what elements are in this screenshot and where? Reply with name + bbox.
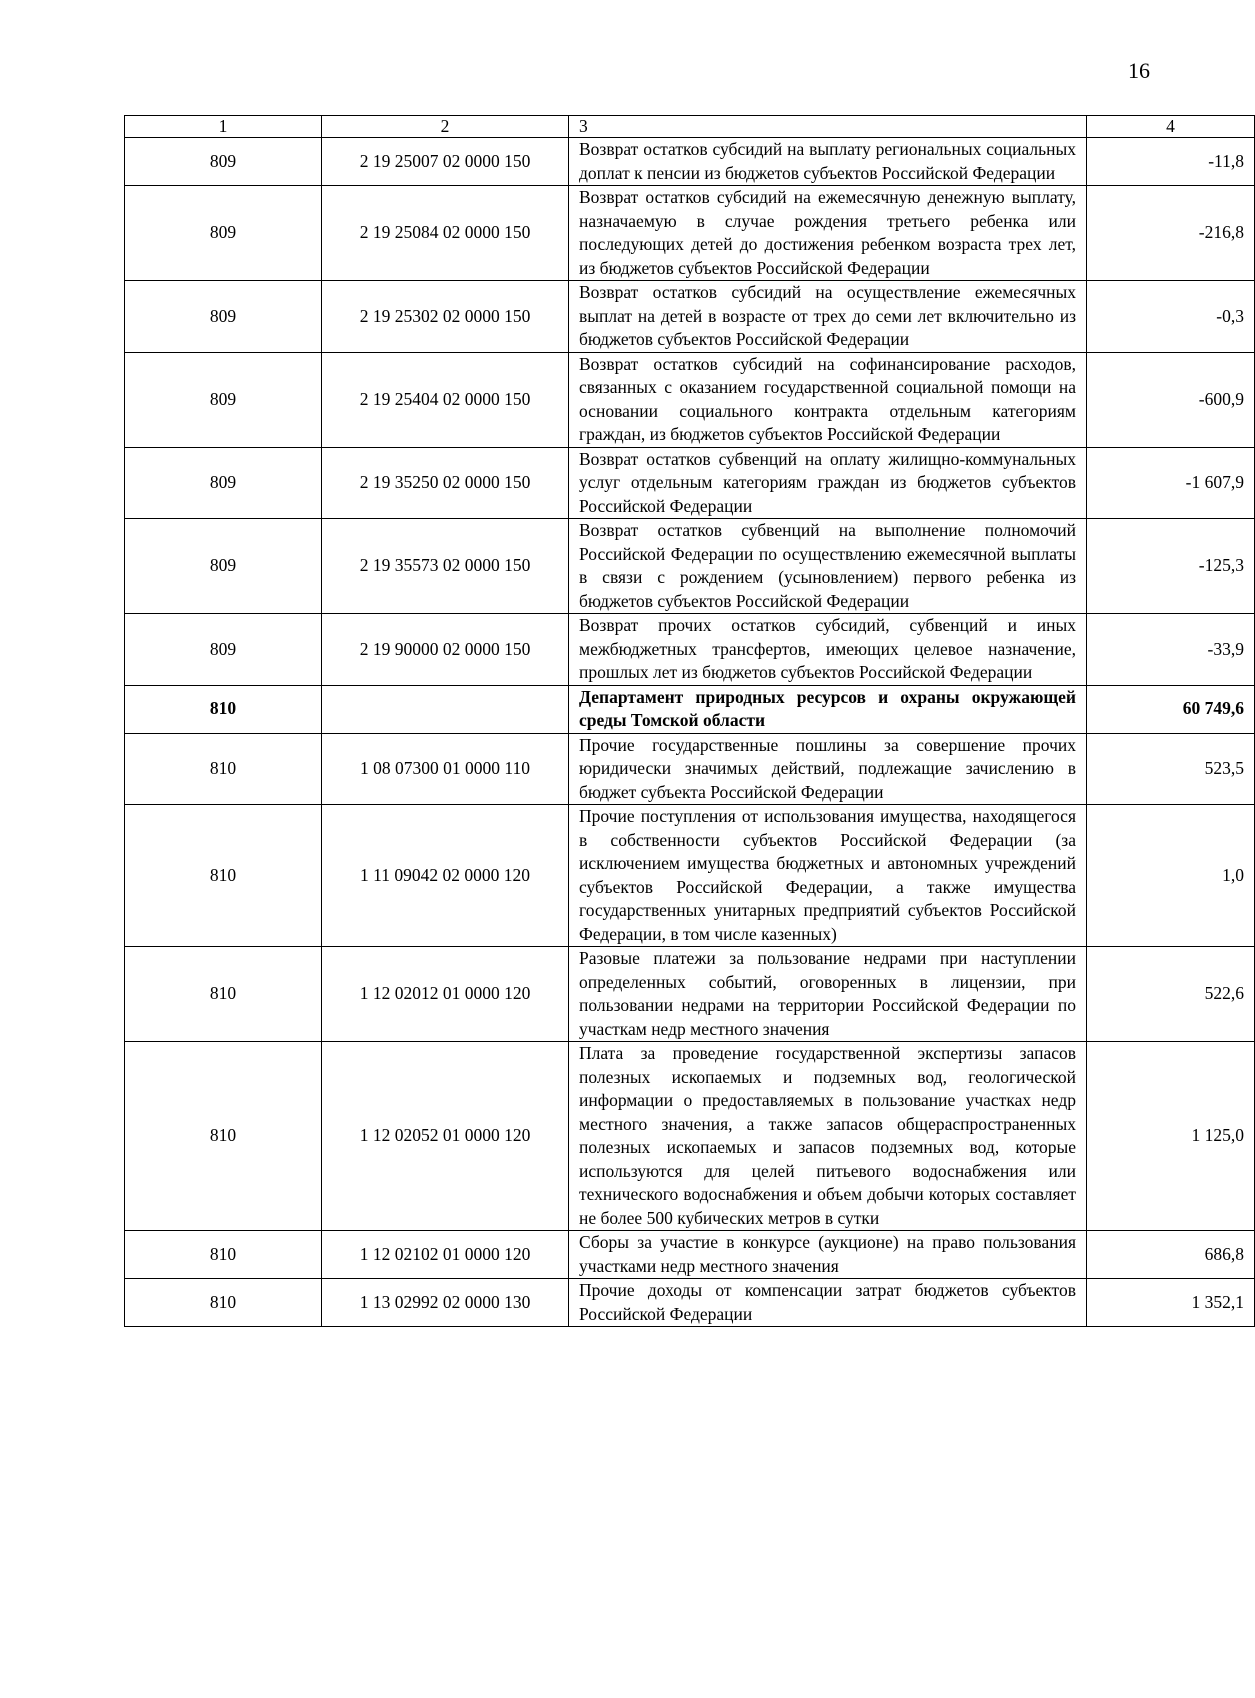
- admin-code-cell: 810: [125, 947, 322, 1042]
- revenue-name-cell: Разовые платежи за пользование недрами при наступлении определенных событий, оговоренных в лицензии, при пользовании недрами на территории Российской Федерации по участкам недр местного значения: [569, 947, 1087, 1042]
- amount-cell: 1 352,1: [1087, 1279, 1255, 1327]
- admin-code-cell: 809: [125, 614, 322, 686]
- revenue-name-cell: Возврат остатков субсидий на выплату региональных социальных доплат к пенсии из бюджетов субъектов Российской Федерации: [569, 138, 1087, 186]
- revenue-name-cell: Возврат остатков субвенций на оплату жилищно-коммунальных услуг отдельным категориям граждан из бюджетов субъектов Российской Федерации: [569, 447, 1087, 519]
- revenue-code-cell: 1 12 02012 01 0000 120: [322, 947, 569, 1042]
- admin-code-cell: 810: [125, 733, 322, 805]
- revenue-name-cell: Прочие государственные пошлины за совершение прочих юридически значимых действий, подлежащие зачислению в бюджет субъекта Российской Федерации: [569, 733, 1087, 805]
- amount-cell: 522,6: [1087, 947, 1255, 1042]
- admin-code-cell: 810: [125, 685, 322, 733]
- admin-code-cell: 809: [125, 186, 322, 281]
- revenue-name-cell: Департамент природных ресурсов и охраны окружающей среды Томской области: [569, 685, 1087, 733]
- revenue-code-cell: [322, 685, 569, 733]
- table-row: [125, 138, 1255, 186]
- admin-code-cell: 809: [125, 352, 322, 447]
- amount-cell: -0,3: [1087, 281, 1255, 353]
- revenue-code-cell: 1 12 02102 01 0000 120: [322, 1231, 569, 1279]
- revenue-code-cell: 2 19 35573 02 0000 150: [322, 519, 569, 614]
- revenue-code-cell: 2 19 25007 02 0000 150: [322, 138, 569, 186]
- revenue-code-cell: 2 19 25084 02 0000 150: [322, 186, 569, 281]
- budget-revenue-table: [124, 115, 1255, 1327]
- amount-cell: -216,8: [1087, 186, 1255, 281]
- revenue-name-cell: Прочие поступления от использования имущества, находящегося в собственности субъектов Российской Федерации (за исключением имущества бюджетных и автономных учреждений субъектов Российской Федерации, а также имущества государственных унитарных предприятий субъектов Российской Федерации, в том числе казенных): [569, 805, 1087, 947]
- revenue-name-cell: Плата за проведение государственной экспертизы запасов полезных ископаемых и подземных вод, геологической информации о предоставляемых в пользование участках недр местного значения, а также запасов общераспространенных полезных ископаемых и запасов подземных вод, которые используются для целей питьевого водоснабжения или технического водоснабжения и объем добычи которых составляет не более 500 кубических метров в сутки: [569, 1042, 1087, 1231]
- amount-cell: 60 749,6: [1087, 685, 1255, 733]
- table-row: [125, 281, 1255, 353]
- admin-code-cell: 810: [125, 1042, 322, 1231]
- admin-code-cell: 810: [125, 805, 322, 947]
- page-number: 16: [1128, 58, 1150, 83]
- table-row: [125, 733, 1255, 805]
- admin-code-cell: 809: [125, 138, 322, 186]
- revenue-code-cell: 1 12 02052 01 0000 120: [322, 1042, 569, 1231]
- table-body: [125, 138, 1255, 1327]
- revenue-name-cell: Возврат остатков субвенций на выполнение полномочий Российской Федерации по осуществлению ежемесячной выплаты в связи с рождением (усыновлением) первого ребенка из бюджетов субъектов Российской Федерации: [569, 519, 1087, 614]
- column-header-1: 1: [125, 116, 322, 138]
- table-row: [125, 805, 1255, 947]
- table-row: [125, 947, 1255, 1042]
- table-row: [125, 519, 1255, 614]
- admin-code-cell: 810: [125, 1279, 322, 1327]
- admin-code-cell: 809: [125, 281, 322, 353]
- table-header-row: [125, 116, 1255, 138]
- revenue-name-cell: Возврат остатков субсидий на ежемесячную денежную выплату, назначаемую в случае рождения третьего ребенка или последующих детей до достижения ребенком возраста трех лет, из бюджетов субъектов Российской Федерации: [569, 186, 1087, 281]
- amount-cell: -125,3: [1087, 519, 1255, 614]
- amount-cell: 1 125,0: [1087, 1042, 1255, 1231]
- revenue-code-cell: 2 19 25302 02 0000 150: [322, 281, 569, 353]
- column-header-3: 3: [569, 116, 1087, 138]
- revenue-name-cell: Сборы за участие в конкурсе (аукционе) на право пользования участками недр местного значения: [569, 1231, 1087, 1279]
- revenue-name-cell: Возврат остатков субсидий на осуществление ежемесячных выплат на детей в возрасте от трех до семи лет включительно из бюджетов субъектов Российской Федерации: [569, 281, 1087, 353]
- revenue-code-cell: 1 13 02992 02 0000 130: [322, 1279, 569, 1327]
- admin-code-cell: 810: [125, 1231, 322, 1279]
- revenue-code-cell: 2 19 25404 02 0000 150: [322, 352, 569, 447]
- table-row: [125, 1231, 1255, 1279]
- revenue-code-cell: 2 19 35250 02 0000 150: [322, 447, 569, 519]
- table-row: [125, 1279, 1255, 1327]
- table-row: [125, 447, 1255, 519]
- admin-code-cell: 809: [125, 519, 322, 614]
- revenue-code-cell: 1 11 09042 02 0000 120: [322, 805, 569, 947]
- table-row: [125, 186, 1255, 281]
- amount-cell: -1 607,9: [1087, 447, 1255, 519]
- revenue-name-cell: Возврат прочих остатков субсидий, субвенций и иных межбюджетных трансфертов, имеющих целевое назначение, прошлых лет из бюджетов субъектов Российской Федерации: [569, 614, 1087, 686]
- table-row: [125, 685, 1255, 733]
- revenue-code-cell: 2 19 90000 02 0000 150: [322, 614, 569, 686]
- table-row: [125, 614, 1255, 686]
- column-header-2: 2: [322, 116, 569, 138]
- table-row: [125, 352, 1255, 447]
- amount-cell: 686,8: [1087, 1231, 1255, 1279]
- amount-cell: 523,5: [1087, 733, 1255, 805]
- admin-code-cell: 809: [125, 447, 322, 519]
- revenue-code-cell: 1 08 07300 01 0000 110: [322, 733, 569, 805]
- amount-cell: -600,9: [1087, 352, 1255, 447]
- amount-cell: -11,8: [1087, 138, 1255, 186]
- column-header-4: 4: [1087, 116, 1255, 138]
- amount-cell: -33,9: [1087, 614, 1255, 686]
- revenue-name-cell: Возврат остатков субсидий на софинансирование расходов, связанных с оказанием государственной социальной помощи на основании социального контракта отдельным категориям граждан, из бюджетов субъектов Российской Федерации: [569, 352, 1087, 447]
- revenue-name-cell: Прочие доходы от компенсации затрат бюджетов субъектов Российской Федерации: [569, 1279, 1087, 1327]
- amount-cell: 1,0: [1087, 805, 1255, 947]
- table-row: [125, 1042, 1255, 1231]
